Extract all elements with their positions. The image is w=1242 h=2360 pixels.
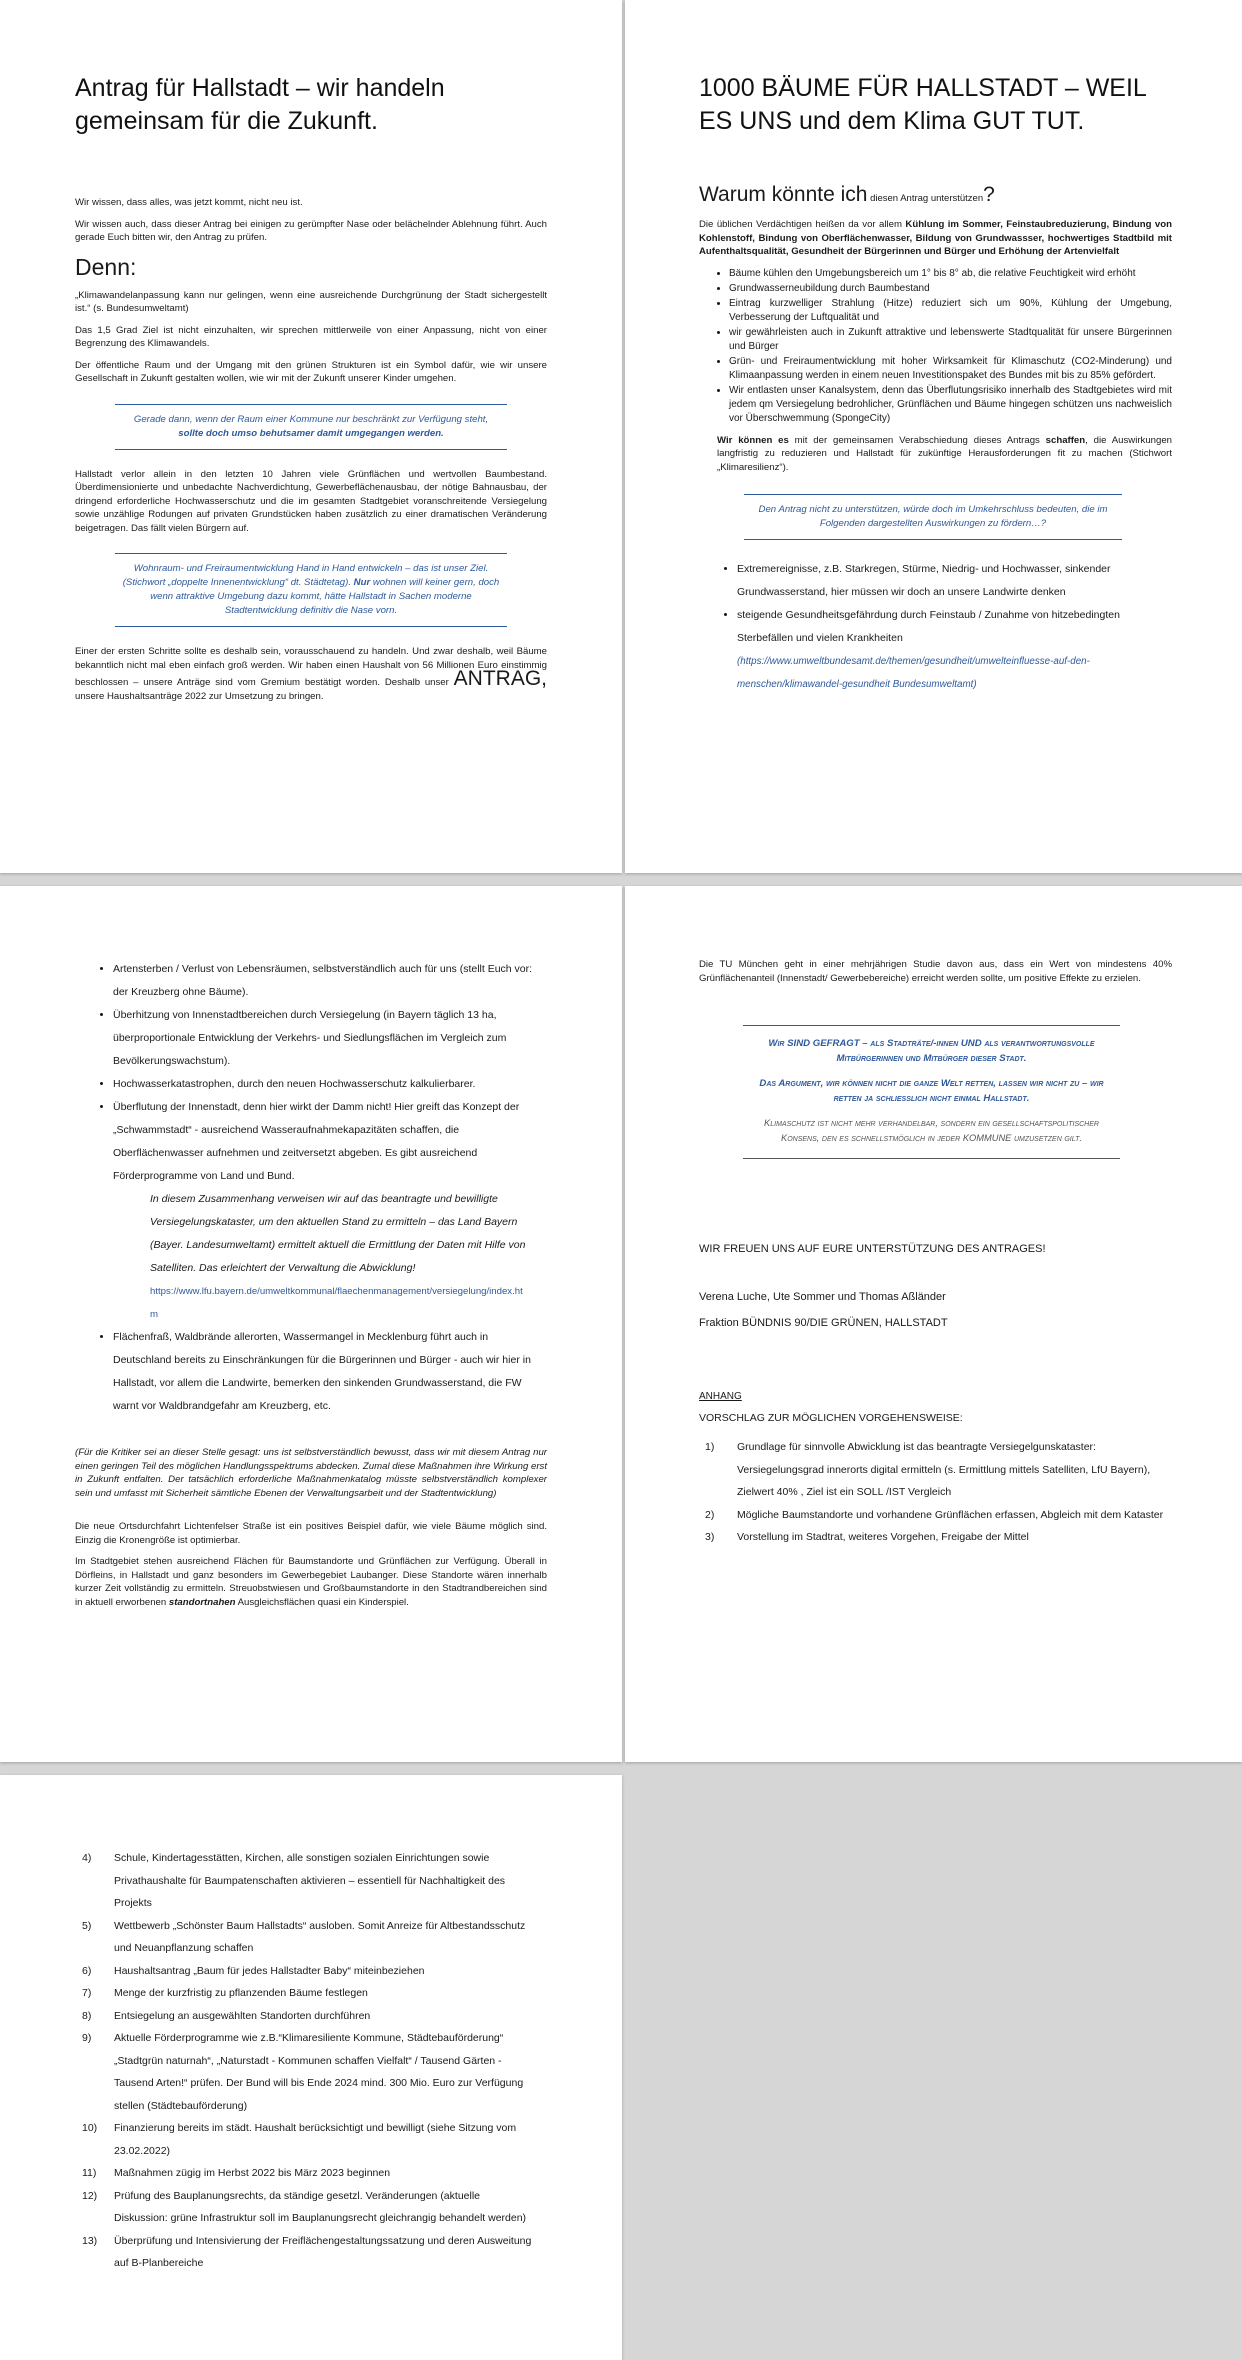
paragraph-emphasis: standortnahen	[168, 1596, 236, 1608]
list-number: 11)	[82, 2167, 97, 2179]
list-item	[82, 2162, 532, 2185]
document-page-3	[0, 886, 622, 1762]
paragraph	[75, 645, 547, 703]
list-item: • Hochwasserkatastrophen, durch den neuen Hochwasserschutz kalkulierbarer.	[113, 1073, 537, 1096]
list-text: Aktuelle Förderprogramme wie z.B.“Klimaresiliente Kommune, Städtebauförderung“ „Stadtgrün naturnah“, „Naturstadt - Kommunen schaffen Vielfalt“ / Tausend Gärten - Tausend Arten!“ prüfen. Der Bund will bis Ende 2024 mind. 300 Mio. Euro zur Verfügung stellen (Städtebauförderung)	[114, 2032, 524, 2112]
note-text: In diesem Zusammenhang verweisen wir auf das beantragte und bewilligte Versiegelungskataster, um den aktuellen Stand zu ermitteln – das Land Bayern (Bayer. Landesumweltamt) ermittelt aktuell die Ermittlung der Daten mit Hilfe von Satelliten. Das erleichtert der Verwaltung die Abwicklung!	[150, 1193, 526, 1274]
list-item	[82, 2230, 532, 2275]
list-item	[82, 1960, 532, 1983]
paragraph-bold: Kühlung im Sommer, Feinstaubreduzierung, Bindung von Kohlenstoff, Bindung von Oberflächenwasser, Bildung von Grundwassser, hochwertiges Stadtbild mit Aufenthaltsqualität, Gesundheit der Bürgerinnen und Bürger und Erhöhung der Artenvielfalt	[699, 219, 1172, 257]
list-number: 2)	[705, 1508, 715, 1521]
paragraph: Die TU München geht in einer mehrjährigen Studie davon aus, dass ein Wert von mindestens 40% Grünflächenanteil (Innenstadt/ Gewerbebereiche) erreicht werden sollte, um positive Effekte zu erzielen.	[699, 959, 1172, 984]
list-item: • Grundwasserneubildung durch Baumbestand	[729, 282, 1172, 296]
warum-heading-main: Warum könnte ich	[699, 183, 868, 206]
paragraph: Wir wissen auch, dass dieser Antrag bei einigen zu gerümpfter Nase oder belächelnder Ablehnung führt. Auch gerade Euch bitten wir, den Antrag zu prüfen.	[75, 218, 547, 243]
page-title: 1000 BÄUME FÜR HALLSTADT – WEIL ES UNS und dem Klima GUT TUT.	[699, 74, 1146, 135]
paragraph-bold: schaffen	[1045, 434, 1086, 446]
list-item	[705, 1526, 1172, 1549]
list-text: Schule, Kindertagesstätten, Kirchen, alle sonstigen sozialen Einrichtungen sowie Privathaushalte für Baumpatenschaften aktivieren – essentiell für Nachhaltigkeit des Projekts	[114, 1852, 506, 1909]
paragraph-text: Ausgleichsflächen quasi ein Kinderspiel.	[235, 1596, 409, 1608]
paragraph: Der öffentliche Raum und der Umgang mit den grünen Strukturen ist ein Symbol dafür, wie wir unsere Gesellschaft in Zukunft gestalten wollen, wie wir mit der Zukunft unserer Kinder umgehen.	[75, 359, 547, 384]
paragraph: Hallstadt verlor allein in den letzten 10 Jahren viele Grünflächen und wertvollen Baumbestand. Überdimensionierte und unbedachte Nachverdichtung, Gewerbeflächenausbau, der nötige Bahnausbau, der dringend erforderliche Hochwasserschutz und die im gesamten Stadtgebiet voranschreitende Versiegelung sowie unzählige Rodungen auf privaten Grundstücken haben zusätzlich zu einer dramatischen Veränderung beigetragen. Das fällt vielen Bürgern auf.	[75, 468, 547, 534]
document-page-1	[0, 0, 622, 873]
inner-note	[75, 1188, 547, 1326]
anhang-heading: ANHANG	[699, 1391, 742, 1402]
list-item	[705, 1436, 1172, 1504]
list-text: Finanzierung bereits im städt. Haushalt berücksichtigt und bewilligt (siehe Sitzung vom 23.02.2022)	[114, 2122, 517, 2157]
list-number: 3)	[705, 1531, 715, 1543]
list-item	[82, 1915, 532, 1960]
list-item: • Artensterben / Verlust von Lebensräumen, selbstverständlich auch für uns (stellt Euch vor: der Kreuzberg ohne Bäume).	[113, 958, 537, 1004]
effects-list-cont	[75, 958, 547, 1188]
paragraph-text: , die Auswirkungen langfristig zu reduzieren und Hallstadt für zukünftige Herausforderungen fit zu machen (Stichwort „Klimaresilienz“).	[717, 434, 1172, 473]
list-text: Haushaltsantrag „Baum für jedes Hallstadter Baby“ miteinbeziehen	[114, 1964, 425, 1977]
list-number: 9)	[82, 2032, 92, 2044]
paragraph-text: mit der gemeinsamen Verabschiedung dieses Antrags	[788, 434, 1046, 446]
quote-text: Wohnraum- und Freiraumentwicklung Hand in Hand entwickeln – das ist unser Ziel. (Stichwort „doppelte Innenentwicklung“ dt. Städtetag).	[122, 563, 489, 588]
page-title: Antrag für Hallstadt – wir handeln gemeinsam für die Zukunft.	[75, 74, 445, 135]
list-item	[82, 1982, 532, 2005]
quote-box	[115, 553, 507, 627]
effects-list	[699, 558, 1172, 650]
list-text: Menge der kurzfristig zu pflanzenden Bäume festlegen	[114, 1987, 368, 1999]
paragraph-text: unsere Haushaltsanträge 2022 zur Umsetzung zu bringen.	[75, 690, 324, 702]
paragraph: Wir wissen, dass alles, was jetzt kommt, nicht neu ist.	[75, 197, 303, 208]
paragraph-text: Die üblichen Verdächtigen heißen da vor allem	[699, 219, 906, 230]
quote-text: wohnen will keiner gern, doch wenn attraktive Umgebung dazu kommt, hätte Hallstadt in Sachen moderne Stadtentwicklung definitiv die Nase vorn.	[150, 577, 500, 616]
list-number: 12)	[82, 2189, 98, 2202]
effects-list-cont	[75, 1326, 547, 1418]
list-item: • Überflutung der Innenstadt, denn hier wirkt der Damm nicht! Hier greift das Konzept der „Schwammstadt“ - ausreichend Wasseraufnahmekapazitäten schaffen, die Oberflächenwasser aufnehmen und zeitversetzt abgeben. Es gibt ausreichend Förderprogramme von Land und Bund.	[113, 1096, 537, 1188]
warum-heading-small: diesen Antrag unterstützen	[867, 193, 984, 204]
quote-emphasis: sollte doch umso behutsamer damit umgegangen werden.	[178, 427, 444, 439]
list-item: • Flächenfraß, Waldbrände allerorten, Wassermangel in Mecklenburg führt auch in Deutschland bereits zu Einschränkungen für die Bürgerinnen und Bürger - auch wir hier in Hallstadt, vor allem die Landwirte, bemerken den sinkenden Grundwasserstand, die FW warnt vor Waldbrandgefahr am Kreuzberg, etc.	[113, 1326, 537, 1418]
list-text: Vorstellung im Stadtrat, weiteres Vorgehen, Freigabe der Mittel	[737, 1531, 1029, 1543]
document-page-2	[625, 0, 1242, 873]
call-text: Wir SIND GEFRAGT – als Stadträte/-innen UND als verantwortungsvolle Mitbürgerinnen und Mitbürger dieser Stadt.	[768, 1038, 1095, 1064]
paragraph-bold: Wir können es	[717, 434, 789, 446]
list-item	[82, 2005, 532, 2028]
paragraph	[699, 218, 1172, 259]
list-item: • Eintrag kurzwelliger Strahlung (Hitze) reduziert sich um 90%, Kühlung der Umgebung, Verbesserung der Luftqualität und	[729, 297, 1172, 325]
antrag-big: ANTRAG,	[453, 667, 547, 690]
list-item	[82, 2117, 532, 2162]
list-item: • Überhitzung von Innenstadtbereichen durch Versiegelung (in Bayern täglich 13 ha, überproportionale Entwicklung der Verkehrs- und Siedlungsflächen im Vergleich zum Bevölkerungswachstum).	[113, 1004, 537, 1073]
paragraph	[699, 434, 1172, 475]
benefits-list	[699, 267, 1172, 426]
list-item	[705, 1504, 1172, 1527]
critic-note: (Für die Kritiker sei an dieser Stelle gesagt: uns ist selbstverständlich bewusst, dass wir mit diesem Antrag nur einen geringen Teil des möglichen Handlungsspektrums abdecken. Zumal diese Maßnahmen ihre Wirkung erst in Zukunft entfalten. Der tatsächlich erforderliche Maßnahmenkatalog müsste selbstverständlich komplexer sein und umfasst mit Sicherheit sämtliche Ebenen der Verwaltungsarbeit und der Stadtentwicklung)	[75, 1447, 547, 1499]
paragraph: Das 1,5 Grad Ziel ist nicht einzuhalten, wir sprechen mittlerweile von einer Anpassung, nicht von einer Begrenzung des Klimawandels.	[75, 324, 547, 349]
list-item: • Grün- und Freiraumentwicklung mit hoher Wirksamkeit für Klimaschutz (CO2-Minderung) und Klimaanpassung werden in einem neuen Investitionspaket des Bundes mit bis zu 85% gefördert.	[729, 355, 1172, 383]
paragraph-text: Einer der ersten Schritte sollte es deshalb sein, vorausschauend zu handeln. Und zwar deshalb, weil Bäume bekanntlich nicht mal eben einfach groß werden. Wir haben einen Haushalt von 56 Millionen Euro einstimmig beschlossen – unsere Anträge sind vom Gremium bestätigt worden. Deshalb unser	[75, 646, 547, 688]
list-number: 8)	[82, 2009, 92, 2022]
call-text: Das Argument, wir können nicht die ganze Welt retten, lassen wir nicht zu – wir retten ja schliesslich nicht einmal Hallstadt.	[759, 1078, 1104, 1104]
vorschlag-heading: VORSCHLAG ZUR MÖGLICHEN VORGEHENSWEISE:	[699, 1412, 963, 1424]
call-text: Klimaschutz ist nicht mehr verhandelbar, sondern ein gesellschaftspolitischer Konsens, den es schnellstmöglich in jeder KOMMUNE umzusetzen gilt.	[764, 1118, 1099, 1143]
quote-emphasis: Nur	[353, 577, 371, 588]
list-text: Maßnahmen zügig im Herbst 2022 bis März 2023 beginnen	[114, 2167, 391, 2179]
list-number: 6)	[82, 1964, 92, 1977]
list-number: 5)	[82, 1919, 92, 1932]
list-text: Grundlage für sinnvolle Abwicklung ist das beantragte Versiegelgunskataster: Versiegelungsgrad innerorts digital ermitteln (s. Ermittlung mittels Satelliten, LfU Bayern), Zielwert 40% , Ziel ist ein SOLL /IST Vergleich	[737, 1441, 1151, 1498]
quote-box: Den Antrag nicht zu unterstützen, würde doch im Umkehrschluss bedeuten, die im Folgenden dargestellten Auswirkungen zu fördern…?	[744, 494, 1122, 540]
list-text: Wettbewerb „Schönster Baum Hallstadts“ ausloben. Somit Anreize für Altbestandsschutz und Neuanpflanzung schaffen	[114, 1919, 526, 1954]
list-item	[82, 2027, 532, 2117]
paragraph-text: Im Stadtgebiet stehen ausreichend Flächen für Baumstandorte und Grünflächen zur Verfügung. Überall in Dörfleins, in Hallstadt und ganz besonders im Gewerbegebiet Laubanger. Diese Standorte wären innerhalb kurzer Zeit vollständig zu ermitteln. Streuobstwiesen und Großbaumstandorte in den Stadtrandbereichen sind in aktuell erworbenen	[75, 1556, 547, 1608]
list-item: • Wir entlasten unser Kanalsystem, denn das Überflutungsrisiko innerhalb des Stadtgebietes wird mit jedem qm Versiegelung bedrohlicher, Grünflächen und Bäume hingegen schützen uns nachweislich vor Überschwemmung (SpongeCity)	[729, 384, 1172, 426]
list-item	[82, 1847, 532, 1915]
steps-list	[699, 1436, 1172, 1549]
document-page-4	[625, 886, 1242, 1762]
warum-heading	[699, 182, 1172, 212]
paragraph: Die neue Ortsdurchfahrt Lichtenfelser Straße ist ein positives Beispiel dafür, wie viele Bäume möglich sind. Einzig die Kronengröße ist optimierbar.	[75, 1521, 547, 1546]
list-item: • Bäume kühlen den Umgebungsbereich um 1° bis 8° ab, die relative Feuchtigkeit wird erhöht	[729, 267, 1172, 281]
list-text: Prüfung des Bauplanungsrechts, da ständige gesetzl. Veränderungen (aktuelle Diskussion: grüne Infrastruktur soll im Bauplanungsrecht gleichrangig behandelt werden)	[114, 2189, 527, 2224]
list-item: • Extremereignisse, z.B. Starkregen, Stürme, Niedrig- und Hochwasser, sinkender Grundwasserstand, hier müssen wir doch an unsere Landwirte denken	[737, 558, 1172, 604]
source-link[interactable]: (https://www.umweltbundesamt.de/themen/gesundheit/umwelteinfluesse-auf-den-menschen/klimawandel-gesundheit Bundesumweltamt)	[737, 656, 1090, 690]
source-link[interactable]: https://www.lfu.bayern.de/umweltkommunal/flaechenmanagement/versiegelung/index.htm	[150, 1286, 523, 1320]
quote-box	[115, 404, 507, 450]
list-item: • wir gewährleisten auch in Zukunft attraktive und lebenswerte Stadtqualität für unsere Bürgerinnen und Bürger	[729, 326, 1172, 354]
call-box	[743, 1025, 1120, 1159]
document-page-5	[0, 1775, 622, 2360]
steps-list-cont	[80, 1847, 547, 2275]
support-line: WIR FREUEN UNS AUF EURE UNTERSTÜTZUNG DES ANTRAGES!	[699, 1243, 1046, 1255]
list-number: 7)	[82, 1987, 92, 1999]
list-text: Entsiegelung an ausgewählten Standorten durchführen	[114, 2009, 371, 2022]
quote-text: Gerade dann, wenn der Raum einer Kommune nur beschränkt zur Verfügung steht,	[133, 413, 489, 425]
list-number: 10)	[82, 2122, 98, 2134]
fraktion: Fraktion BÜNDNIS 90/DIE GRÜNEN, HALLSTADT	[699, 1317, 948, 1329]
list-item: • steigende Gesundheitsgefährdung durch Feinstaub / Zunahme von hitzebedingten Sterbefällen und vielen Krankheiten	[737, 604, 1172, 650]
heading-denn: Denn:	[75, 253, 137, 280]
authors: Verena Luche, Ute Sommer und Thomas Aßländer	[699, 1291, 946, 1303]
list-number: 1)	[705, 1441, 715, 1453]
list-number: 4)	[82, 1852, 92, 1864]
paragraph	[75, 1555, 547, 1609]
list-item	[82, 2185, 532, 2230]
warum-heading-q: ?	[983, 183, 995, 206]
list-text: Mögliche Baumstandorte und vorhandene Grünflächen erfassen, Abgleich mit dem Kataster	[737, 1508, 1164, 1521]
paragraph: „Klimawandelanpassung kann nur gelingen, wenn eine ausreichende Durchgrünung der Stadt sichergestellt ist.“ (s. Bundesumweltamt)	[75, 289, 547, 314]
list-number: 13)	[82, 2234, 98, 2247]
list-text: Überprüfung und Intensivierung der Freiflächengestaltungssatzung und deren Ausweitung auf B-Planbereiche	[114, 2234, 532, 2269]
